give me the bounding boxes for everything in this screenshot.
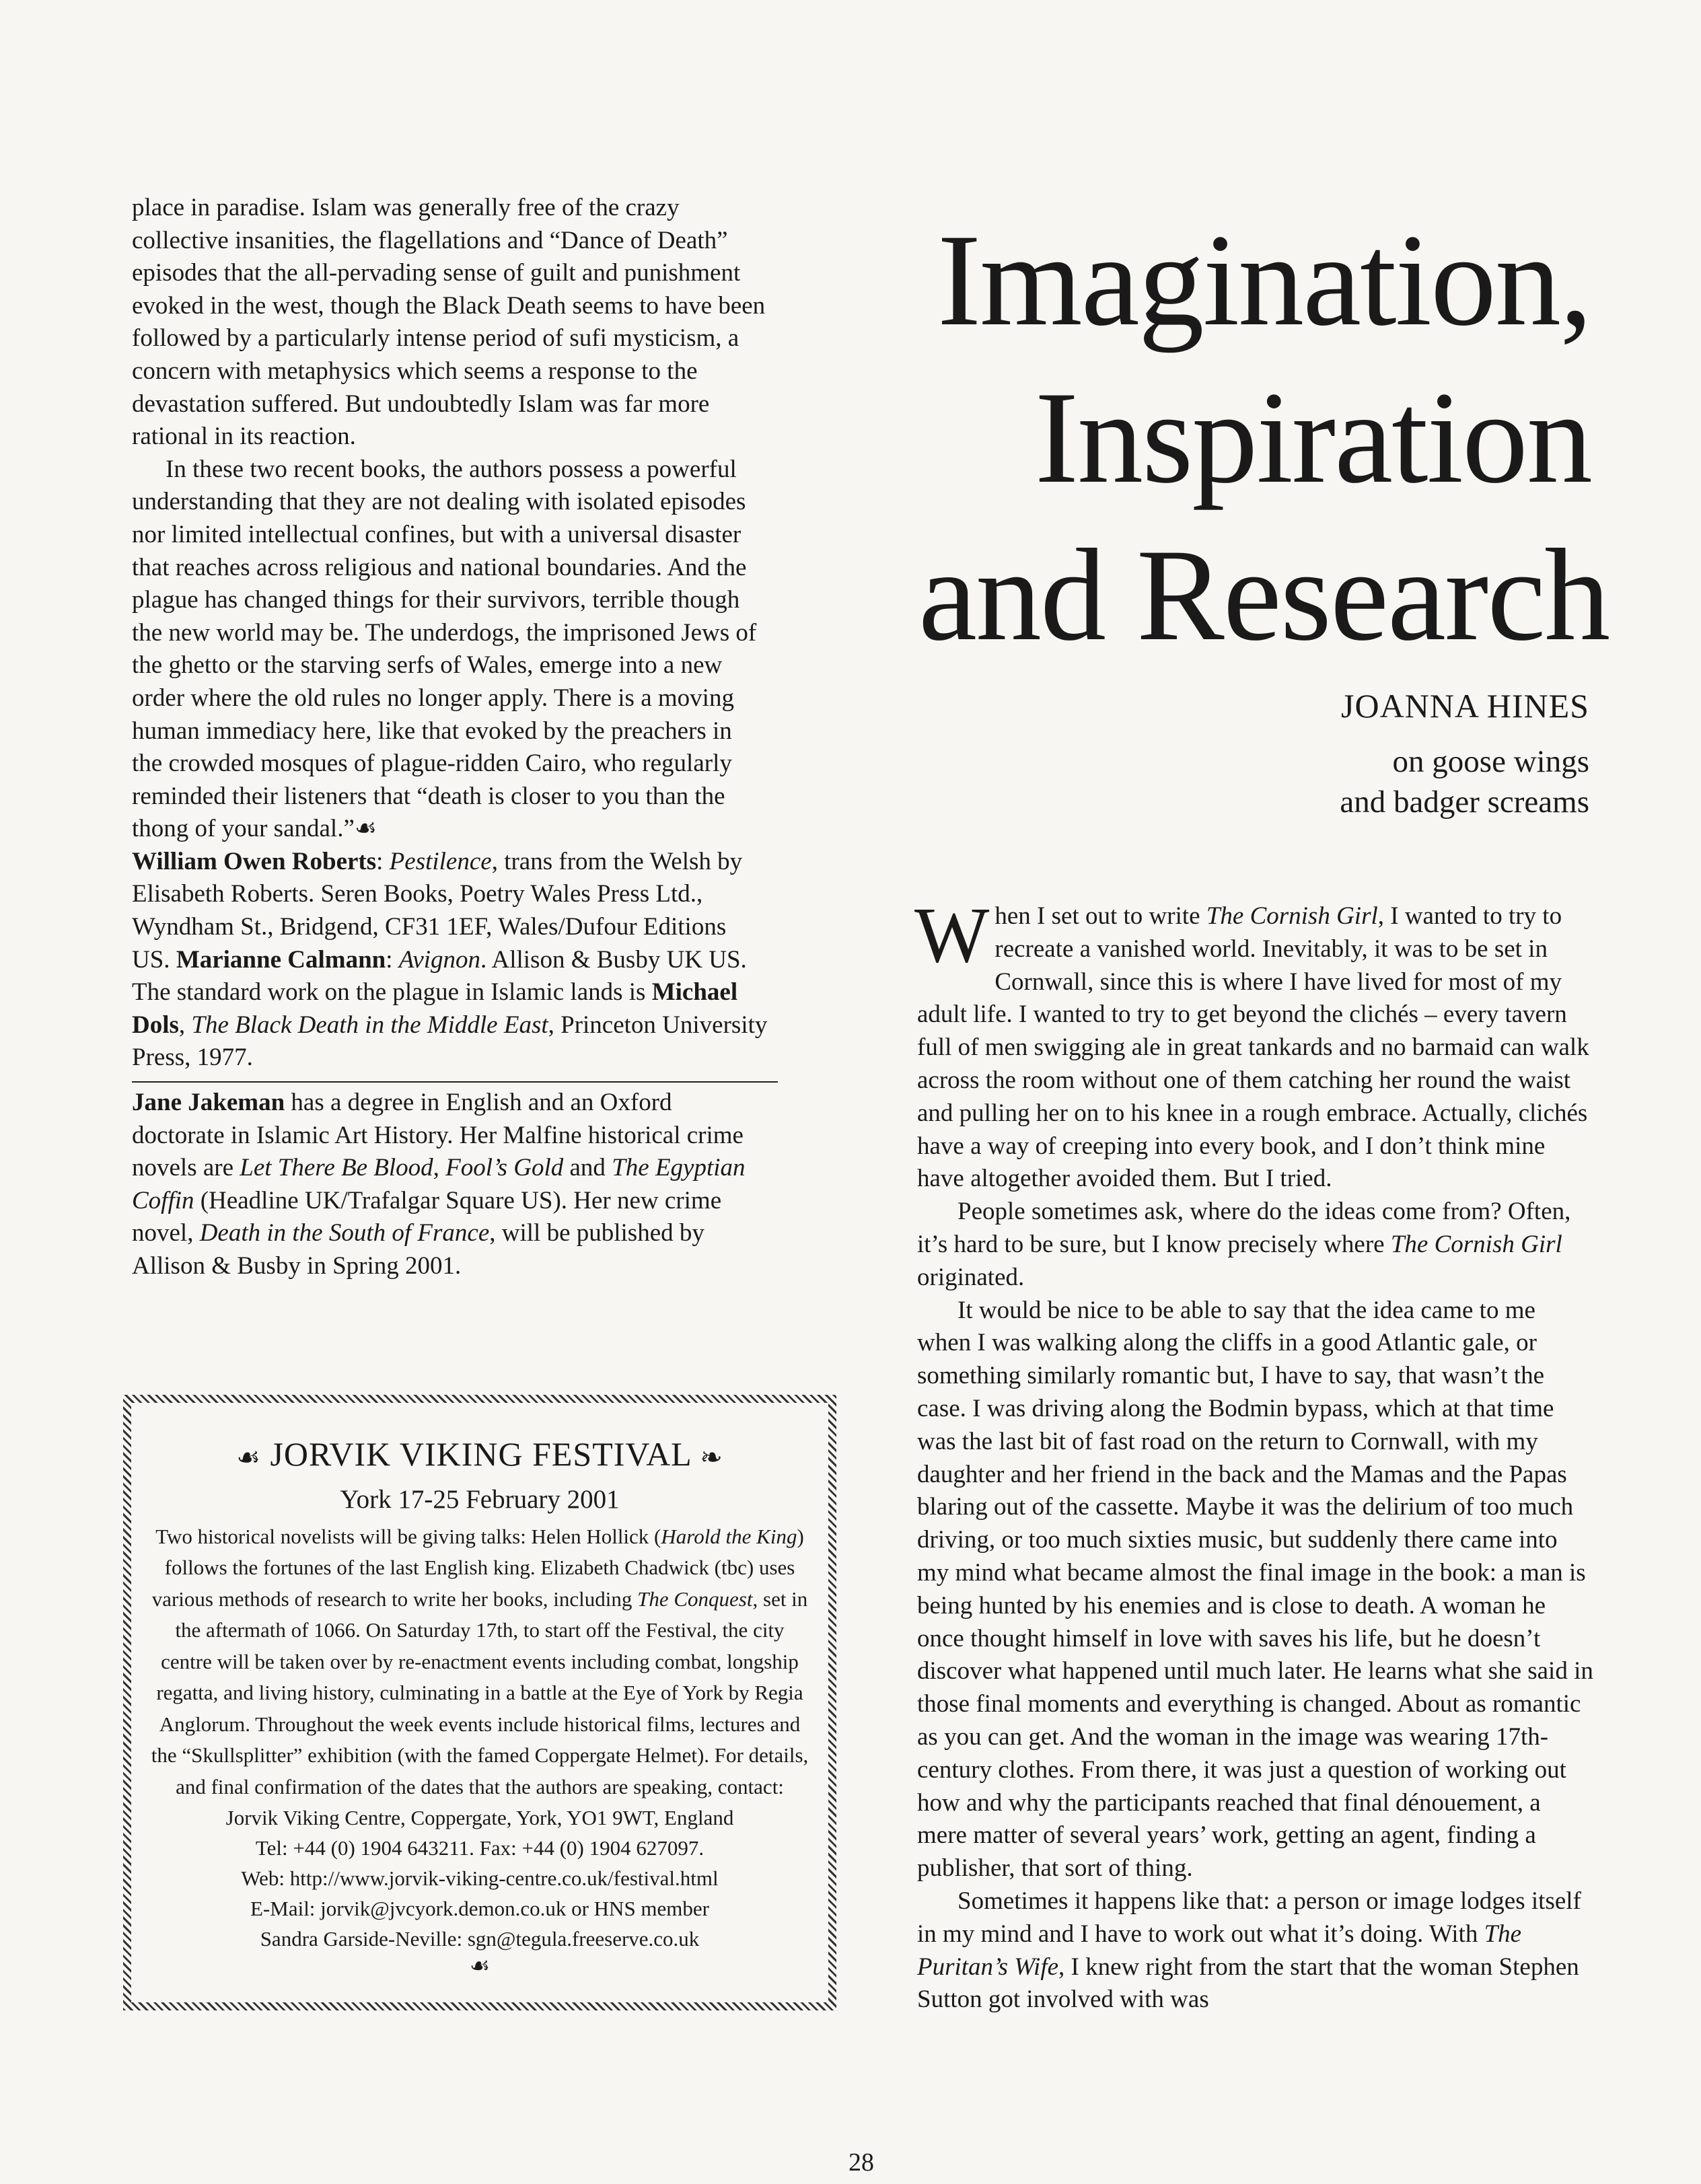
contact-address: Jorvik Viking Centre, Coppergate, York, YO1 9WT, England <box>225 1806 734 1830</box>
festival-description: Two historical novelists will be giving talks: Helen Hollick (Harold the King) follows the fortunes of the last English king. Elizabeth Chadwick (tbc) uses various methods of research to write her books, including The Conquest, set in the aftermath of 1066. On Saturday 17th, to start off the Festival, the city centre will be taken over by re-enactment events including combat, longship regatta, and living history, culminating in a battle at the Eye of York by Regia Anglorum. Throughout the week events include historical films, lectures and the “Skullsplitter” exhibition (with the famed Coppergate Helmet). For details, and final confirmation of the dates that the authors are speaking, contact: <box>151 1524 809 1798</box>
festival-title: ☙ JORVIK VIKING FESTIVAL ❧ <box>236 1435 723 1473</box>
page-number: 28 <box>848 2148 874 2177</box>
body-paragraph: It would be nice to be able to say that the idea came to me when I was walking along the cliffs in a good Atlantic gale, or something similarly romantic but, I have to say, that wasn’t the case. I was driving along the Bodmin bypass, which at that time was the last bit of fast road on the return to Cornwall, with my daughter and her friend in the back and the Mamas and the Papas blaring out of the cassette. Maybe it was the delirium of too much driving, or too much sixties music, but suddenly there came into my mind what became almost the final image in the book: a man is being hunted by his enemies and is close to death. A woman he once thought himself in love with saves his life, but he doesn’t discover what happened until much later. He learns what she said in those final moments and everything is changed. About as romantic as you can get. And the woman in the image was wearing 17th-century clothes. From there, it was just a question of working out how and why the participants reached that final dénouement, a mere matter of several years’ work, getting an agent, finding a publisher, that sort of thing. <box>917 1296 1593 1883</box>
article-body <box>914 891 1593 2016</box>
contact-phone: Tel: +44 (0) 1904 643211. Fax: +44 (0) 1904 627097. <box>255 1836 704 1860</box>
contact-email: E-Mail: jorvik@jvcyork.demon.co.uk or HNS member <box>250 1897 709 1921</box>
contact-member: Sandra Garside-Neville: sgn@tegula.freeserve.co.uk <box>260 1927 700 1951</box>
subtitle-line: and badger screams <box>1340 785 1589 820</box>
ornament-end-mark: ☙ <box>354 815 377 843</box>
drop-cap: W <box>914 891 990 979</box>
contact-web: Web: http://www.jorvik-viking-centre.co.uk/festival.html <box>241 1866 719 1891</box>
headline-line: and Research <box>918 522 1609 668</box>
article-headline <box>918 202 1609 674</box>
body-paragraph: In these two recent books, the authors possess a powerful understanding that they are not dealing with isolated episodes nor limited intellectual confines, but with a universal disaster that reaches across religious and national boundaries. And the plague has changed things for their survivors, terrible though the new world may be. The underdogs, the imprisoned Jews of the ghetto or the starving serfs of Wales, emerge into a new order where the old rules no longer apply. There is a moving human immediacy here, like that evoked by the preachers in the crowded mosques of plague-ridden Cairo, who regularly reminded their listeners that “death is closer to you than the thong of your sandal.”☙ <box>132 455 757 843</box>
festival-contact <box>150 1803 809 1954</box>
ornament-end-icon: ☙ <box>469 1954 491 1979</box>
article-subtitle <box>1340 741 1589 822</box>
subtitle-line: on goose wings <box>1392 744 1589 779</box>
festival-announcement-box <box>123 1395 836 2010</box>
body-paragraph: place in paradise. Islam was generally free of the crazy collective insanities, the flagellations and “Dance of Death” episodes that the all-pervading sense of guilt and punishment evoked in the west, though the Black Death seems to have been followed by a particularly intense period of sufi mysticism, a concern with metaphysics which seems a response to the devastation suffered. But undoubtedly Islam was far more rational in its reaction. <box>132 194 766 451</box>
ornament-left-icon: ☙ <box>236 1442 261 1473</box>
body-paragraph: Sometimes it happens like that: a person or image lodges itself in my mind and I have to work out what it’s doing. With The Puritan’s Wife, I knew right from the start that the woman Stephen Sutton got involved with was <box>917 1887 1581 2014</box>
headline-line: Inspiration <box>1034 365 1591 511</box>
headline-line: Imagination, <box>937 207 1591 353</box>
divider <box>132 1081 778 1083</box>
body-paragraph: When I set out to write The Cornish Girl, I wanted to try to recreate a vanished world. Inevitably, it was to be set in Cornwall, since this is where I have lived for most of my adult life. I wanted to try to get beyond the clichés – every tavern full of men swigging ale in great tankards and no barmaid can walk across the room without one of them catching her round the waist and pulling her on to his knee in a rough embrace. Actually, clichés have a way of creeping into every book, and I don’t think mine have altogether avoided them. But I tried. <box>914 891 1589 1193</box>
article-author: JOANNA HINES <box>1341 687 1589 725</box>
festival-dates: York 17-25 February 2001 <box>340 1484 620 1514</box>
body-paragraph: People sometimes ask, where do the ideas come from? Often, it’s hard to be sure, but I know precisely where The Cornish Girl originated. <box>917 1198 1571 1291</box>
left-column <box>132 192 768 1283</box>
ornament-right-icon: ❧ <box>700 1442 723 1473</box>
author-bio: Jane Jakeman has a degree in English and an Oxford doctorate in Islamic Art History. Her Malfine historical crime novels are Let There Be Blood, Fool’s Gold and The Egyptian Coffin (Headline UK/Trafalgar Square US). Her new crime novel, Death in the South of France, will be published by Allison & Busby in Spring 2001. <box>132 1089 746 1280</box>
book-credits: William Owen Roberts: Pestilence, trans from the Welsh by Elisabeth Roberts. Seren Books, Poetry Wales Press Ltd., Wyndham St., Bridgend, CF31 1EF, Wales/Dufour Editions US. Marianne Calmann: Avignon. Allison & Busby UK US. The standard work on the plague in Islamic lands is Michael Dols, The Black Death in the Middle East, Princeton University Press, 1977. <box>132 847 768 1072</box>
